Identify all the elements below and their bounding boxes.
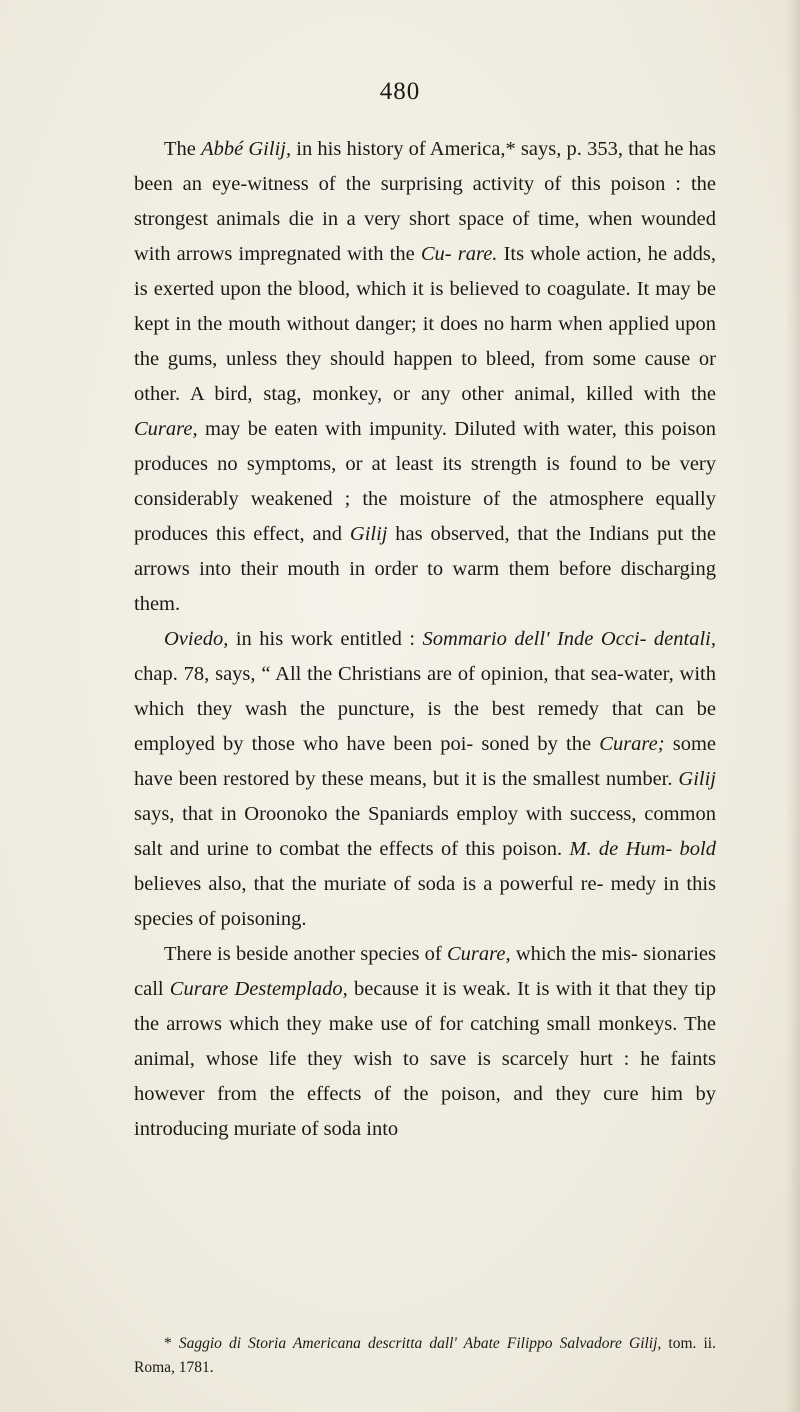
text-run: chap. 78, says, “ All the Christians are of opinion, that sea-water, with which they wash the puncture, is the best remedy that can be employed by those who have been poi- soned by the xyxy=(134,663,716,755)
page-number: 480 xyxy=(379,78,421,105)
text-run: has observed, that the Indians put the arrows into their mouth in order to warm them before discharging them. xyxy=(134,523,717,615)
text-run: * xyxy=(164,1335,179,1352)
italic-text-run: Gilij xyxy=(349,523,388,545)
text-run: may be eaten with impunity. Diluted with water, this poison produces no symptoms, or at least its strength is found to be very considerably weakened ; the moisture of the atmosphere equally produces this effect, and xyxy=(134,418,716,545)
paragraph-oviedo-remedy xyxy=(134,622,716,937)
text-run: in his work entitled : xyxy=(228,628,423,650)
text-run: in his history of America,* says, p. 353, that he has been an eye-witness of the surprising activity of this poison : the strongest animals die in a very short space of time, when wounded with arrows impregnated with the xyxy=(134,138,716,265)
text-run: believes also, that the muriate of soda is a powerful re- medy in this species of poisoning. xyxy=(134,873,716,930)
paragraph-gilij-observations xyxy=(134,132,716,622)
text-run: says, that in Oroonoko the Spaniards employ with success, common salt and urine to combat the effects of this poison. xyxy=(134,803,716,860)
page-edge-shadow xyxy=(786,0,800,1412)
italic-text-run: M. de Hum- bold xyxy=(569,838,717,860)
italic-text-run: Gilij xyxy=(678,768,716,790)
italic-text-run: Curare, xyxy=(447,943,511,965)
text-run: because it is weak. It is with it that they tip the arrows which they make use of for catching small monkeys. The animal, whose life they wish to save is scarcely hurt : he faints however from the effects of the poison, and they cure him by introducing muriate of soda into xyxy=(134,978,716,1140)
text-run: tom. ii. Roma, 1781. xyxy=(134,1335,716,1376)
text-run: which the mis- sionaries call xyxy=(134,943,716,1000)
italic-text-run: Oviedo, xyxy=(164,628,229,650)
italic-text-run: Curare Destemplado, xyxy=(169,978,348,1000)
body-text xyxy=(134,132,716,1147)
italic-text-run: Cu- rare. xyxy=(420,243,498,265)
italic-text-run: Curare, xyxy=(134,418,198,440)
italic-text-run: Curare; xyxy=(599,733,665,755)
footnote xyxy=(134,1332,716,1380)
text-run: some have been restored by these means, but it is the smallest number. xyxy=(134,733,716,790)
italic-text-run: Abbé Gilij, xyxy=(201,138,292,160)
text-run: There is beside another species of xyxy=(164,943,447,965)
paragraph-curare-destemplado xyxy=(134,937,716,1147)
italic-text-run: Sommario dell' Inde Occi- dentali, xyxy=(422,628,716,650)
text-run: The xyxy=(164,138,202,160)
italic-text-run: Saggio di Storia Americana descritta dall' Abate Filippo Salvadore Gilij, xyxy=(178,1335,662,1352)
text-run: Its whole action, he adds, is exerted upon the blood, which it is believed to coagulate. It may be kept in the mouth without danger; it does no harm when applied upon the gums, unless they should happen to bleed, from some cause or other. A bird, stag, monkey, or any other animal, killed with the xyxy=(134,243,716,405)
